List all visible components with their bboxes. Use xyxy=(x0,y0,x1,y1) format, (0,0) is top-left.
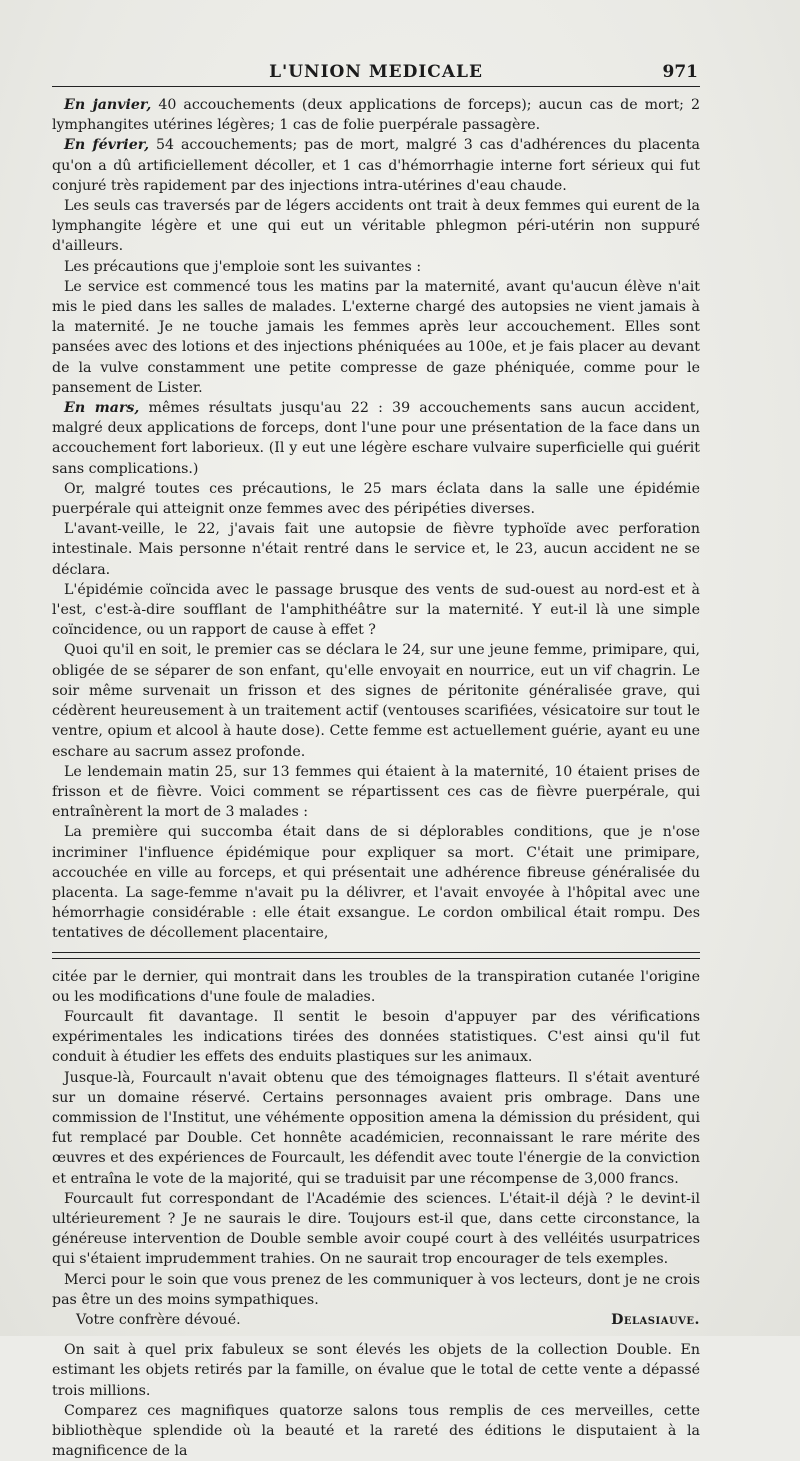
month-label-march: En mars, xyxy=(64,400,140,417)
paragraph-january xyxy=(52,95,700,135)
feuilleton-paragraph-academie: Fourcault fut correspondant de l'Académie des sciences. L'était-il déjà ? le devint-il ultérieurement ? Je ne saurais le dire. Toujours est-il que, dans cette circonstance, la généreuse intervention de Double semble avoir coupé court à des velléités usurpatrices qui s'étaient imprudemment trahies. On ne saurait trop encourager de tels exemples. xyxy=(52,1190,700,1268)
month-label-january: En janvier, xyxy=(64,97,152,113)
paragraph-first-death: La première qui succomba était dans de si déplorables conditions, que je n'ose incriminer l'influence épidémique pour expliquer sa mort. C'était une primipare, accouchée en ville au forceps, et qui présentait une adhérence fibreuse généralisée du placenta. La sage-femme n'avait pu la délivrer, et l'avait envoyée à l'hôpital avec une hémorrhagie considérable : elle était exsangue. Le cordon ombilical était rompu. Des tentatives de décollement placentaire, xyxy=(52,824,700,942)
closing-formula: Votre confrère dévoué. xyxy=(76,1311,241,1328)
paragraph-january-text: 40 accouchements (deux applications de forceps); aucun cas de mort; 2 lymphangites utérines légères; 1 cas de folie puerpérale passagère. xyxy=(52,97,700,134)
author-signature: Delasiauve. xyxy=(611,1311,700,1328)
feuilleton-divider xyxy=(52,952,700,959)
page-number: 971 xyxy=(662,62,698,82)
article-body xyxy=(52,95,700,944)
paragraph-march xyxy=(52,398,700,479)
paragraph-precautions: Le service est commencé tous les matins par la maternité, avant qu'aucun élève n'ait mis le pied dans les salles de malades. L'externe chargé des autopsies ne vient jamais à la maternité. Je ne touche jamais les femmes après leur accouchement. Elles sont pansées avec des lotions et des injections phéniquées au 100e, et je fais placer au devant de la vulve constamment une petite compresse de gaze phéniquée, comme pour le pansement de Lister. xyxy=(52,278,700,396)
month-label-february: En février, xyxy=(64,137,150,154)
feuilleton-paragraph-collection: On sait à quel prix fabuleux se sont élevés les objets de la collection Double. En estimant les objets retirés par la famille, on évalue que le total de cette vente a dépassé trois millions. xyxy=(52,1342,700,1399)
running-head xyxy=(52,56,700,87)
paragraph-next-morning: Le lendemain matin 25, sur 13 femmes qui étaient à la maternité, 10 étaient prises de frisson et de fièvre. Voici comment se répartissent ces cas de fièvre puerpérale, qui entraînèrent la mort de 3 malades : xyxy=(52,763,700,821)
feuilleton-paragraph-fourcault: Fourcault fit davantage. Il sentit le besoin d'appuyer par des vérifications expérimentales les indications tirées des données statistiques. C'est ainsi qu'il fut conduit à étudier les effets des enduits plastiques sur les animaux. xyxy=(52,1008,700,1066)
signature-line xyxy=(52,1310,700,1330)
feuilleton-paragraph-salons: Comparez ces magnifiques quatorze salons tous remplis de ces merveilles, cette bibliothèque splendide où la beauté et la rareté des éditions le disputaient à la magnificence de la xyxy=(52,1402,700,1460)
feuilleton-body xyxy=(52,967,700,1461)
journal-title: L'UNION MEDICALE xyxy=(269,62,483,82)
paragraph-autopsy: L'avant-veille, le 22, j'avais fait une autopsie de fièvre typhoïde avec perforation intestinale. Mais personne n'était rentré dans le service et, le 23, aucun accident ne se déclara. xyxy=(52,521,700,578)
feuilleton-paragraph-thanks: Merci pour le soin que vous prenez de les communiquer à vos lecteurs, dont je ne crois pas être un des moins sympathiques. xyxy=(52,1271,700,1308)
paragraph-february xyxy=(52,135,700,196)
paragraph-february-text: 54 accouchements; pas de mort, malgré 3 cas d'adhérences du placenta qu'on a dû artificiellement décoller, et 1 cas d'hémorrhagie interne fort sérieux qui fut conjuré très rapidement par des injections intra-utérines d'eau chaude. xyxy=(52,137,700,194)
section-spacer xyxy=(52,1330,700,1340)
paragraph-epidemic: Or, malgré toutes ces précautions, le 25 mars éclata dans la salle une épidémie puerpérale qui atteignit onze femmes avec des péripéties diverses. xyxy=(52,480,700,518)
paragraph-first-case: Quoi qu'il en soit, le premier cas se déclara le 24, sur une jeune femme, primipare, qui, obligée de se séparer de son enfant, qu'elle envoyait en nourrice, eut un vif chagrin. Le soir même survenait un frisson et des signes de péritonite généralisée grave, qui cédèrent heureusement à un traitement actif (ventouses scarifiées, vésicatoire sur tout le ventre, opium et alcool à haute dose). Cette femme est actuellement guérie, ayant eu une eschare au sacrum assez profonde. xyxy=(52,642,700,760)
paragraph-light-accidents: Les seuls cas traversés par de légers accidents ont trait à deux femmes qui eurent de la lymphangite légère et une qui eut un véritable phlegmon péri-utérin non suppuré d'ailleurs. xyxy=(52,198,700,255)
feuilleton-paragraph-institut: Jusque-là, Fourcault n'avait obtenu que des témoignages flatteurs. Il s'était aventuré sur un domaine réservé. Certains personnages avaient pris ombrage. Dans une commission de l'Institut, une véhémente opposition amena la démission du président, qui fut remplacé par Double. Cet honnête académicien, reconnaissant le rare mérite des œuvres et des expériences de Fourcault, les défendit avec toute l'énergie de la conviction et entraîna le vote de la majorité, qui se traduisit par une récompense de 3,000 francs. xyxy=(52,1069,700,1187)
feuilleton-continuation: citée par le dernier, qui montrait dans les troubles de la transpiration cutanée l'origine ou les modifications d'une foule de maladies. xyxy=(52,968,700,1005)
paragraph-winds: L'épidémie coïncida avec le passage brusque des vents de sud-ouest au nord-est et à l'est, c'est-à-dire soufflant de l'amphithéâtre sur la maternité. Y eut-il là une simple coïncidence, ou un rapport de cause à effet ? xyxy=(52,581,700,639)
paragraph-march-text: mêmes résultats jusqu'au 22 : 39 accouchements sans aucun accident, malgré deux applications de forceps, dont l'une pour une présentation de la face dans un accouchement fort laborieux. (Il y eut une légère eschare vulvaire superficielle qui guérit sans complications.) xyxy=(52,400,701,477)
paragraph-precautions-intro: Les précautions que j'emploie sont les suivantes : xyxy=(64,258,422,275)
